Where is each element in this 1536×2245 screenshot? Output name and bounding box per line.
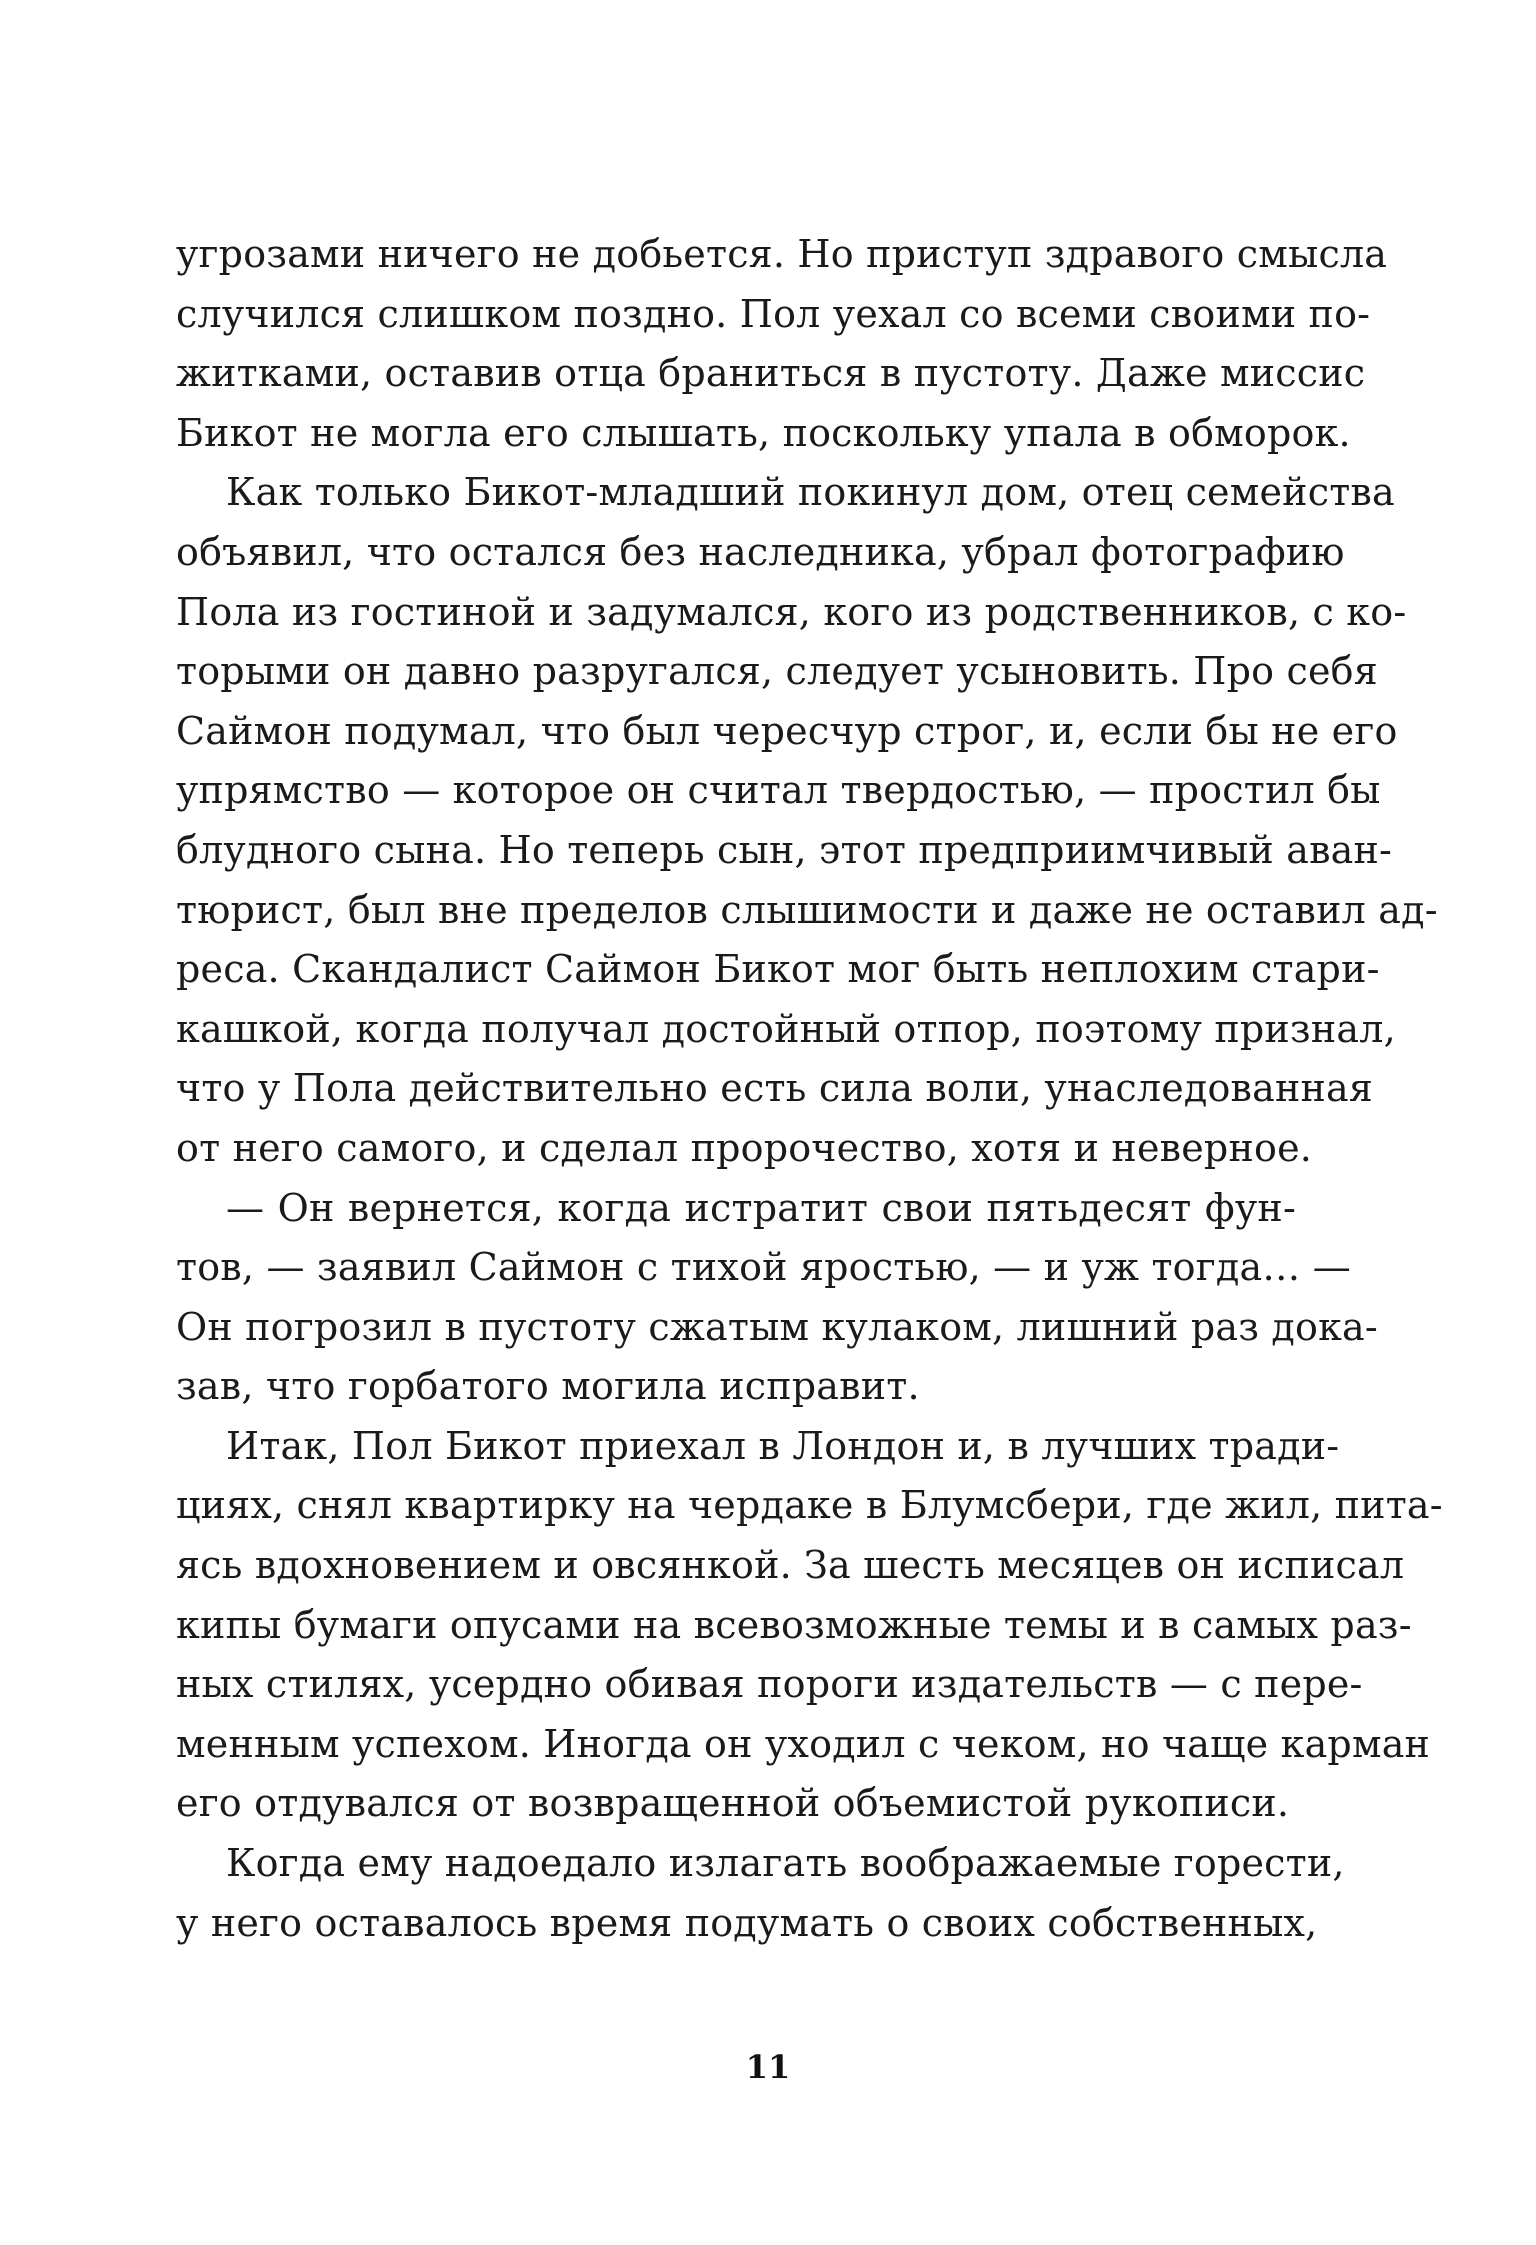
text-line: ясь вдохновением и овсянкой. За шесть месяцев он исписал: [176, 1543, 1405, 1588]
text-line: случился слишком поздно. Пол уехал со всеми своими по-: [176, 291, 1371, 336]
text-line: тюрист, был вне пределов слышимости и даже не оставил ад-: [176, 887, 1438, 932]
text-line: объявил, что остался без наследника, убрал фотографию: [176, 529, 1345, 574]
text-line: Саймон подумал, что был чересчур строг, и, если бы не его: [176, 708, 1398, 753]
page-number: 11: [745, 2048, 791, 2086]
text-line: угрозами ничего не добьется. Но приступ здравого смысла: [176, 232, 1388, 276]
text-line: упрямство — которое он считал твердостью, — простил бы: [176, 768, 1381, 813]
text-line: ных стилях, усердно обивая пороги издательств — с пере-: [176, 1662, 1363, 1707]
text-line: у него оставалось время подумать о своих собственных,: [176, 1900, 1318, 1945]
text-line: житками, оставив отца браниться в пустоту. Даже миссис: [176, 351, 1366, 396]
text-line: кашкой, когда получал достойный отпор, поэтому признал,: [176, 1006, 1396, 1051]
text-line: циях, снял квартирку на чердаке в Блумсбери, где жил, пита-: [176, 1483, 1443, 1528]
text-line: кипы бумаги опусами на всевозможные темы и в самых раз-: [176, 1602, 1412, 1647]
text-line: Бикот не могла его слышать, поскольку упала в обморок.: [176, 410, 1351, 455]
text-line: Пола из гостиной и задумался, кого из родственников, с ко-: [176, 589, 1407, 634]
text-line: — Он вернется, когда истратит свои пятьдесят фун-: [226, 1185, 1296, 1230]
text-line: реса. Скандалист Саймон Бикот мог быть неплохим стари-: [176, 947, 1380, 992]
text-line: торыми он давно разругался, следует усыновить. Про себя: [176, 649, 1378, 694]
text-line: его отдувался от возвращенной объемистой рукописи.: [176, 1781, 1290, 1826]
text-line: Итак, Пол Бикот приехал в Лондон и, в лучших тради-: [226, 1423, 1340, 1468]
text-line: что у Пола действительно есть сила воли, унаследованная: [176, 1066, 1374, 1111]
text-line: Как только Бикот-младший покинул дом, отец семейства: [226, 470, 1395, 515]
text-line: менным успехом. Иногда он уходил с чеком, но чаще карман: [176, 1721, 1431, 1766]
text-line: тов, — заявил Саймон с тихой яростью, — и уж тогда… —: [176, 1245, 1351, 1290]
text-line: Он погрозил в пустоту сжатым кулаком, лишний раз дока-: [176, 1304, 1378, 1349]
text-line: блудного сына. Но теперь сын, этот предприимчивый аван-: [176, 827, 1393, 872]
text-line: зав, что горбатого могила исправит.: [176, 1364, 920, 1409]
text-line: от него самого, и сделал пророчество, хотя и неверное.: [176, 1125, 1313, 1170]
body-text: [176, 225, 1443, 1953]
text-line: Когда ему надоедало излагать воображаемые горести,: [226, 1841, 1345, 1886]
